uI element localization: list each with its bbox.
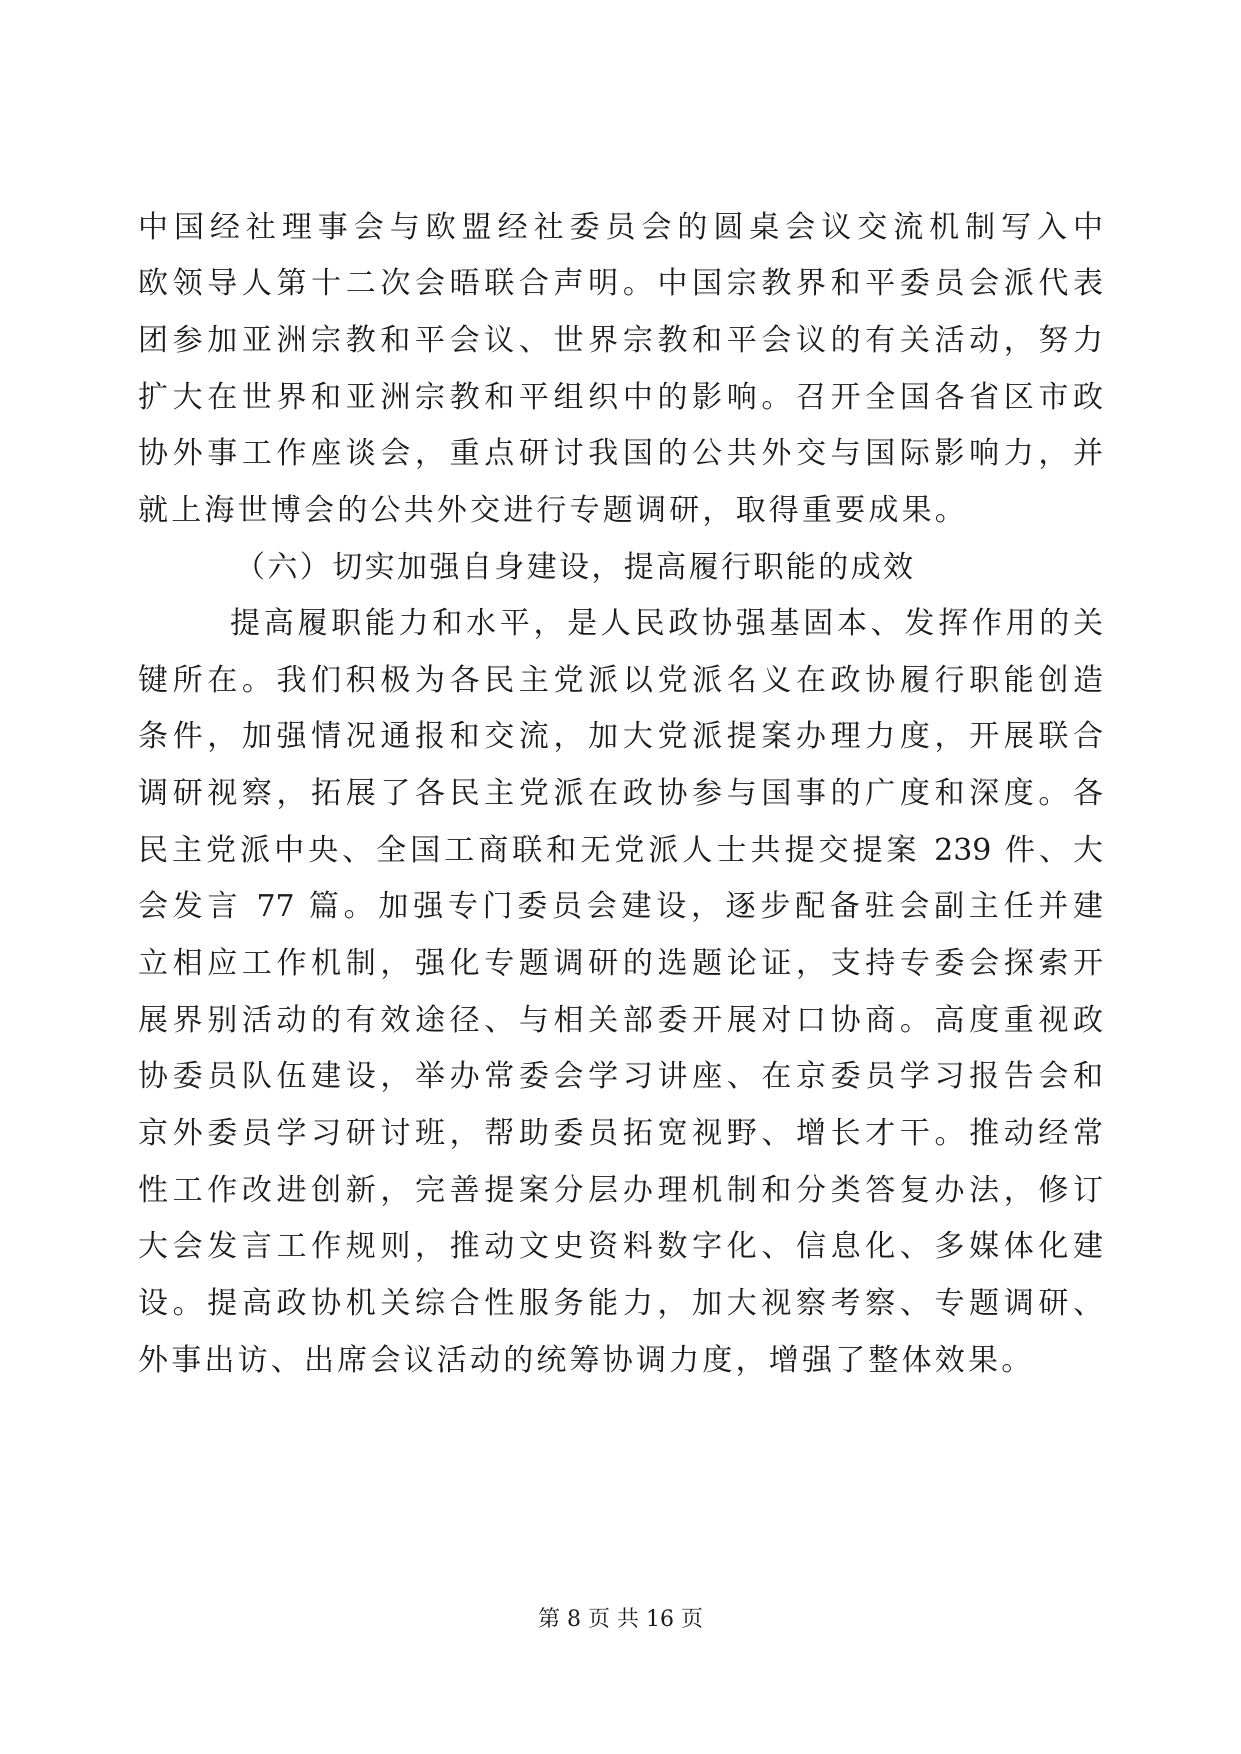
body-text-line: 京外委员学习研讨班，帮助委员拓宽视野、增长才干。推动经常 [138, 1116, 1103, 1151]
body-text-line: 立相应工作机制，强化专题调研的选题论证，支持专委会探索开 [138, 946, 1103, 981]
body-text-line: 就上海世博会的公共外交进行专题调研，取得重要成果。 [138, 493, 968, 528]
body-text-line: 团参加亚洲宗教和平会议、世界宗教和平会议的有关活动，努力 [138, 323, 1103, 358]
body-text-line: 民主党派中央、全国工商联和无党派人士共提交提案 239 件、大 [138, 833, 1103, 868]
body-text-line: 调研视察，拓展了各民主党派在政协参与国事的广度和深度。各 [138, 776, 1103, 811]
body-text-line: 键所在。我们积极为各民主党派以党派名义在政协履行职能创造 [138, 663, 1103, 698]
body-text-line: 外事出访、出席会议活动的统筹协调力度，增强了整体效果。 [138, 1343, 1035, 1378]
body-text-line: 协委员队伍建设，举办常委会学习讲座、在京委员学习报告会和 [138, 1059, 1103, 1094]
body-text-line: 会发言 77 篇。加强专门委员会建设，逐步配备驻会副主任并建 [138, 889, 1103, 924]
body-text-line: 设。提高政协机关综合性服务能力，加大视察考察、专题调研、 [138, 1286, 1103, 1321]
body-text-line: 中国经社理事会与欧盟经社委员会的圆桌会议交流机制写入中 [138, 210, 1103, 245]
body-text-line: 扩大在世界和亚洲宗教和平组织中的影响。召开全国各省区市政 [138, 380, 1103, 415]
section-heading: （六）切实加强自身建设，提高履行职能的成效 [235, 550, 916, 585]
body-text-line: 展界别活动的有效途径、与相关部委开展对口协商。高度重视政 [138, 1003, 1103, 1038]
body-text-line: 欧领导人第十二次会晤联合声明。中国宗教界和平委员会派代表 [138, 266, 1103, 301]
body-text-line: 提高履职能力和水平，是人民政协强基固本、发挥作用的关 [230, 606, 1103, 641]
body-text-line: 协外事工作座谈会，重点研讨我国的公共外交与国际影响力，并 [138, 436, 1103, 471]
body-text-line: 性工作改进创新，完善提案分层办理机制和分类答复办法，修订 [138, 1173, 1103, 1208]
page-number-footer: 第 8 页 共 16 页 [538, 1607, 703, 1632]
body-text-line: 大会发言工作规则，推动文史资料数字化、信息化、多媒体化建 [138, 1229, 1103, 1264]
body-text-line: 条件，加强情况通报和交流，加大党派提案办理力度，开展联合 [138, 719, 1103, 754]
